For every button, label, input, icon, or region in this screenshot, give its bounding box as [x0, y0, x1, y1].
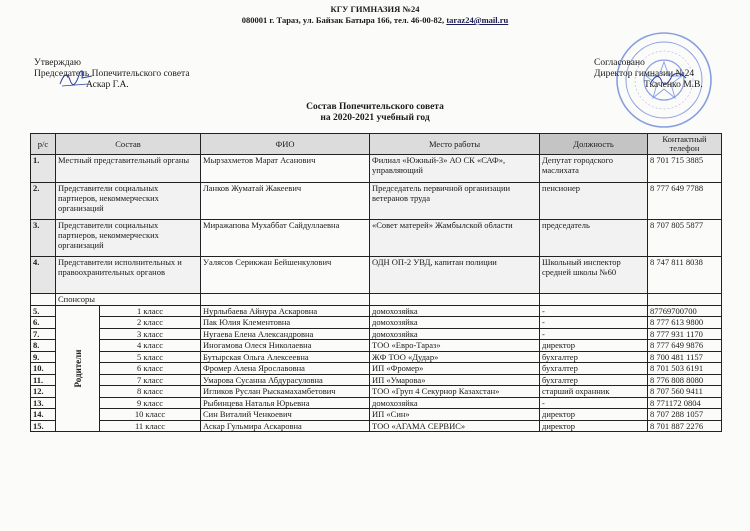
row-workplace: домохозяйка — [370, 328, 540, 340]
sponsors-label: Спонсоры — [56, 294, 201, 306]
row-fio: Рыбинцева Наталья Юрьевна — [201, 397, 370, 409]
row-position: бухгалтер — [540, 374, 648, 386]
signature-icon — [648, 68, 688, 90]
agree-position: Директор гимназии №24 — [594, 69, 695, 79]
row-composition: Представители социальных партнеров, некоммерческих организаций — [56, 220, 201, 257]
row-class: 9 класс — [100, 397, 201, 409]
address-line — [0, 15, 750, 26]
row-position: директор — [540, 409, 648, 421]
agree-name: Ткаченко М.В. — [644, 80, 703, 90]
row-position: Депутат городского маслихата — [540, 155, 648, 183]
document-title — [0, 102, 750, 124]
document-header — [0, 4, 750, 26]
table-row — [31, 351, 722, 363]
row-number: 11. — [31, 374, 56, 386]
table-row — [31, 183, 722, 220]
row-fio: Иногамова Олеся Николаевна — [201, 340, 370, 352]
row-fio: Пак Юлия Клементовна — [201, 317, 370, 329]
col-header-fio: ФИО — [201, 134, 370, 155]
row-fio: Фромер Алена Ярославовна — [201, 363, 370, 375]
table-row — [31, 363, 722, 375]
row-fio: Нурлыбаева Айнура Аскаровна — [201, 305, 370, 317]
row-phone: 8 701 715 3885 — [648, 155, 722, 183]
row-class: 11 класс — [100, 420, 201, 432]
title-line-2: на 2020-2021 учебный год — [320, 113, 430, 123]
agree-label: Согласовано — [594, 58, 645, 68]
row-phone: 8 747 811 8038 — [648, 257, 722, 294]
table-row — [31, 397, 722, 409]
row-fio: Бутырская Ольга Алексеевна — [201, 351, 370, 363]
row-phone: 8 777 613 9800 — [648, 317, 722, 329]
row-phone: 8 776 808 8080 — [648, 374, 722, 386]
row-number: 6. — [31, 317, 56, 329]
row-class: 5 класс — [100, 351, 201, 363]
row-position: - — [540, 317, 648, 329]
table-row — [31, 328, 722, 340]
council-table — [30, 133, 722, 432]
table-row — [31, 340, 722, 352]
approve-position: Председатель Попечительского совета — [34, 69, 190, 79]
row-composition: Представители социальных партнеров, некоммерческих организаций — [56, 183, 201, 220]
row-workplace: домохозяйка — [370, 397, 540, 409]
row-fio: Ланков Жуматай Жакеевич — [201, 183, 370, 220]
row-number: 8. — [31, 340, 56, 352]
approve-label: Утверждаю — [34, 58, 81, 68]
row-number: 7. — [31, 328, 56, 340]
row-workplace: ОДН ОП-2 УВД, капитан полиции — [370, 257, 540, 294]
table-row — [31, 220, 722, 257]
row-phone: 8 707 560 9411 — [648, 386, 722, 398]
row-position: - — [540, 305, 648, 317]
row-fio: Игликов Руслан Рыскамахамбетович — [201, 386, 370, 398]
row-phone: 87769700700 — [648, 305, 722, 317]
row-workplace: Филиал «Южный-3» АО СК «САФ», управляющий — [370, 155, 540, 183]
row-phone: 8 777 931 1170 — [648, 328, 722, 340]
col-header-composition: Состав — [56, 134, 201, 155]
row-number: 13. — [31, 397, 56, 409]
row-position: пенсионер — [540, 183, 648, 220]
row-workplace: ТОО «Груп 4 Секурнор Казахстан» — [370, 386, 540, 398]
row-position: бухгалтер — [540, 363, 648, 375]
row-position: директор — [540, 340, 648, 352]
row-class: 6 класс — [100, 363, 201, 375]
table-row — [31, 386, 722, 398]
row-class: 1 класс — [100, 305, 201, 317]
row-fio: Аскар Гульмира Аскаровна — [201, 420, 370, 432]
title-line-1: Состав Попечительского совета — [306, 102, 444, 112]
row-workplace: ИП «Син» — [370, 409, 540, 421]
row-number: 5. — [31, 305, 56, 317]
row-fio: Умарова Сусанна Абдурасуловна — [201, 374, 370, 386]
table-row — [31, 305, 722, 317]
table-row — [31, 409, 722, 421]
row-class: 3 класс — [100, 328, 201, 340]
sponsors-number — [31, 294, 56, 306]
row-phone: 8 701 503 6191 — [648, 363, 722, 375]
row-fio: Уалясов Серикжан Бейшенкулович — [201, 257, 370, 294]
sponsors-row — [31, 294, 722, 306]
table-row — [31, 155, 722, 183]
row-phone: 8 700 481 1157 — [648, 351, 722, 363]
email-link[interactable]: taraz24@mail.ru — [446, 15, 509, 25]
row-fio: Нугаева Елена Александровна — [201, 328, 370, 340]
row-class: 2 класс — [100, 317, 201, 329]
row-position: старший охранник — [540, 386, 648, 398]
row-workplace: Председатель первичной организации ветеранов труда — [370, 183, 540, 220]
col-header-phone: Контактный телефон — [648, 134, 722, 155]
address: 080001 г. Тараз, ул. Байзак Батыра 166, тел. 46-00-82, — [241, 15, 447, 25]
row-number: 15. — [31, 420, 56, 432]
row-position: председатель — [540, 220, 648, 257]
row-phone: 8 777 649 9876 — [648, 340, 722, 352]
row-phone: 8 707 288 1057 — [648, 409, 722, 421]
row-workplace: ИП «Умарова» — [370, 374, 540, 386]
table-row — [31, 317, 722, 329]
row-fio: Син Виталий Ченкоевич — [201, 409, 370, 421]
row-position: - — [540, 328, 648, 340]
row-workplace: ИП «Фромер» — [370, 363, 540, 375]
row-number: 14. — [31, 409, 56, 421]
row-composition: Местный представительный органы — [56, 155, 201, 183]
row-workplace: «Совет матерей» Жамбылской области — [370, 220, 540, 257]
row-number: 9. — [31, 351, 56, 363]
row-position: Школьный инспектор средней школы №60 — [540, 257, 648, 294]
row-position: директор — [540, 420, 648, 432]
row-class: 10 класс — [100, 409, 201, 421]
row-phone: 8 701 887 2276 — [648, 420, 722, 432]
col-header-position: Должность — [540, 134, 648, 155]
table-row — [31, 420, 722, 432]
org-name: КГУ ГИМНАЗИЯ №24 — [330, 4, 420, 14]
row-class: 7 класс — [100, 374, 201, 386]
row-workplace: ТОО «АГАМА СЕРВИС» — [370, 420, 540, 432]
row-number: 10. — [31, 363, 56, 375]
signature-icon — [58, 64, 94, 88]
approve-name: Аскар Г.А. — [86, 80, 129, 90]
row-workplace: ТОО «Евро-Тараз» — [370, 340, 540, 352]
row-position: бухгалтер — [540, 351, 648, 363]
row-class: 8 класс — [100, 386, 201, 398]
table-row — [31, 257, 722, 294]
col-header-index: р/с — [31, 134, 56, 155]
row-composition: Представители исполнительных и правоохранительных органов — [56, 257, 201, 294]
table-row — [31, 374, 722, 386]
row-workplace: домохозяйка — [370, 305, 540, 317]
row-position: - — [540, 397, 648, 409]
parents-label: Родители — [56, 305, 100, 432]
row-workplace: ЖФ ТОО «Дудар» — [370, 351, 540, 363]
row-number: 4. — [31, 257, 56, 294]
table-header-row — [31, 134, 722, 155]
row-phone: 8 707 805 5877 — [648, 220, 722, 257]
row-class: 4 класс — [100, 340, 201, 352]
row-number: 1. — [31, 155, 56, 183]
row-fio: Мырзахметов Марат Асанович — [201, 155, 370, 183]
row-phone: 8 777 649 7788 — [648, 183, 722, 220]
col-header-workplace: Место работы — [370, 134, 540, 155]
row-fio: Миражапова Мухаббат Сайдуллаевна — [201, 220, 370, 257]
row-workplace: домохозяйка — [370, 317, 540, 329]
row-phone: 8 771172 0804 — [648, 397, 722, 409]
row-number: 3. — [31, 220, 56, 257]
row-number: 12. — [31, 386, 56, 398]
row-number: 2. — [31, 183, 56, 220]
